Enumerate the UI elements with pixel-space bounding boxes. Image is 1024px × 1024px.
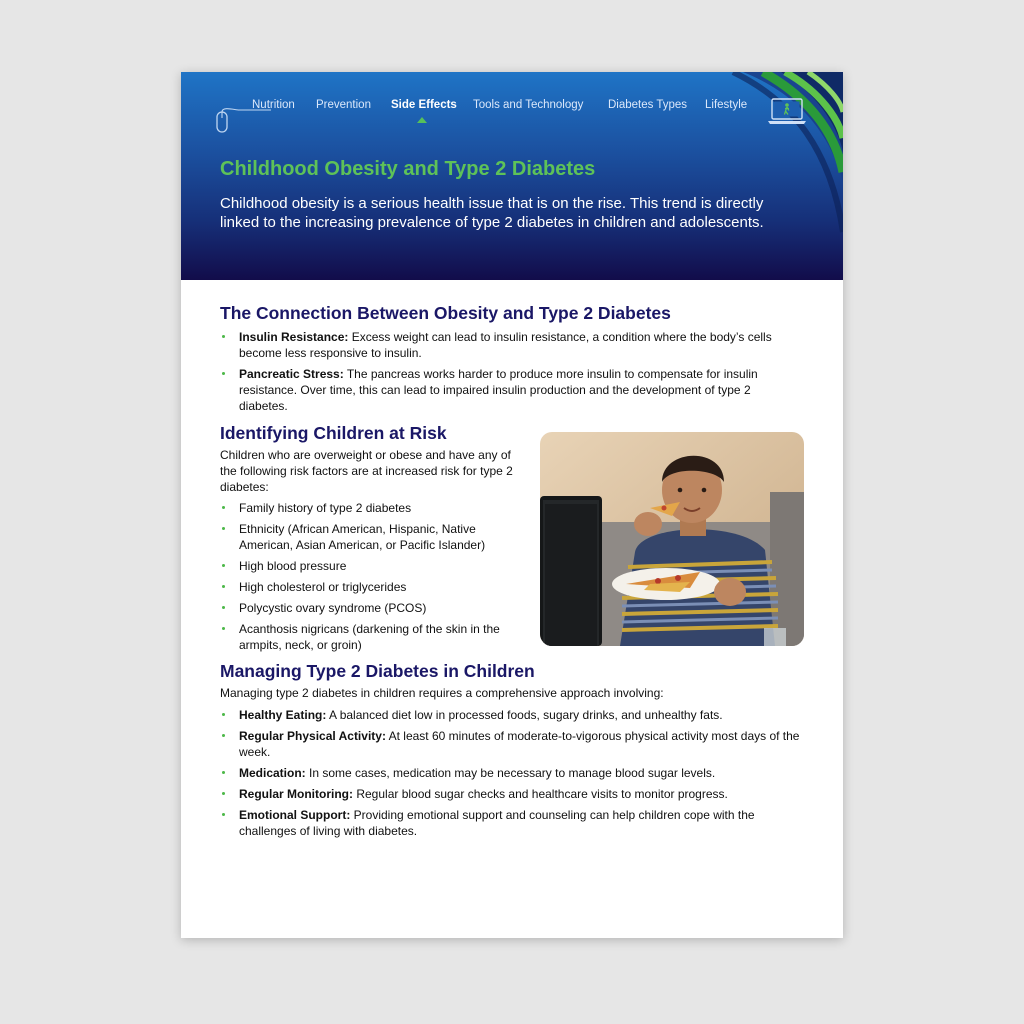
list-item: Ethnicity (African American, Hispanic, Native American, Asian American, or Pacific Islander) [220, 521, 520, 553]
child-eating-pizza-photo [540, 432, 804, 646]
managing-heading: Managing Type 2 Diabetes in Children [220, 661, 535, 681]
list-item [220, 707, 810, 723]
bullet-term: Healthy Eating: [239, 708, 327, 722]
risk-factor-list [220, 500, 520, 658]
bullet-term: Pancreatic Stress: [239, 367, 344, 381]
photo-illustration [540, 432, 804, 646]
bullet-text: Regular blood sugar checks and healthcare visits to monitor progress. [353, 787, 728, 801]
list-item: Family history of type 2 diabetes [220, 500, 520, 516]
list-item [220, 728, 810, 760]
nav-item-lifestyle[interactable]: Lifestyle [705, 99, 748, 111]
risk-intro: Children who are overweight or obese and have any of the following risk factors are at increased risk for type 2 diabetes: [220, 448, 513, 494]
bullet-text: In some cases, medication may be necessary to manage blood sugar levels. [305, 766, 716, 780]
bullet-text: Excess weight can lead to insulin resistance, a condition where the body’s cells become less responsive to insulin. [239, 330, 772, 360]
bullet-term: Regular Monitoring: [239, 787, 353, 801]
list-item: High cholesterol or triglycerides [220, 579, 520, 595]
nav-item-side-effects[interactable]: Side Effects [391, 99, 457, 111]
laptop-icon [767, 96, 807, 130]
nav-item-tools-and-technology[interactable]: Tools and Technology [473, 99, 584, 111]
managing-list [220, 707, 810, 844]
bullet-text: A balanced diet low in processed foods, sugary drinks, and unhealthy fats. [326, 708, 723, 722]
list-item: High blood pressure [220, 558, 520, 574]
document-page [181, 72, 843, 938]
bullet-text: At least 60 minutes of moderate-to-vigorous physical activity most days of the week. [239, 729, 800, 759]
bullet-term: Regular Physical Activity: [239, 729, 386, 743]
connection-heading: The Connection Between Obesity and Type 2 Diabetes [220, 303, 671, 323]
list-item [220, 807, 810, 839]
list-item: Acanthosis nigricans (darkening of the skin in the armpits, neck, or groin) [220, 621, 520, 653]
bullet-term: Emotional Support: [239, 808, 351, 822]
bullet-term: Insulin Resistance: [239, 330, 349, 344]
bullet-text: Providing emotional support and counseling can help children cope with the challenges of living with diabetes. [239, 808, 755, 838]
nav-item-nutrition[interactable]: Nutrition [252, 99, 295, 111]
list-item [220, 366, 800, 414]
list-item [220, 786, 810, 802]
nav-menu [181, 99, 843, 121]
bullet-term: Medication: [239, 766, 306, 780]
risk-heading: Identifying Children at Risk [220, 423, 447, 443]
page-title: Childhood Obesity and Type 2 Diabetes [220, 158, 596, 180]
list-item [220, 329, 800, 361]
hero-intro: Childhood obesity is a serious health issue that is on the rise. This trend is directly linked to the increasing prevalence of type 2 diabetes in children and adolescents. [220, 195, 764, 231]
list-item: Polycystic ovary syndrome (PCOS) [220, 600, 520, 616]
nav-item-diabetes-types[interactable]: Diabetes Types [608, 99, 688, 111]
connection-list [220, 329, 800, 419]
active-nav-indicator [417, 117, 427, 123]
managing-intro: Managing type 2 diabetes in children requires a comprehensive approach involving: [220, 686, 664, 700]
nav-item-prevention[interactable]: Prevention [316, 99, 371, 111]
bullet-text: The pancreas works harder to produce more insulin to compensate for insulin resistance. Over time, this can lead to impaired insulin production and the development of type 2 diabetes. [239, 367, 758, 413]
header-banner [181, 72, 843, 280]
list-item [220, 765, 810, 781]
